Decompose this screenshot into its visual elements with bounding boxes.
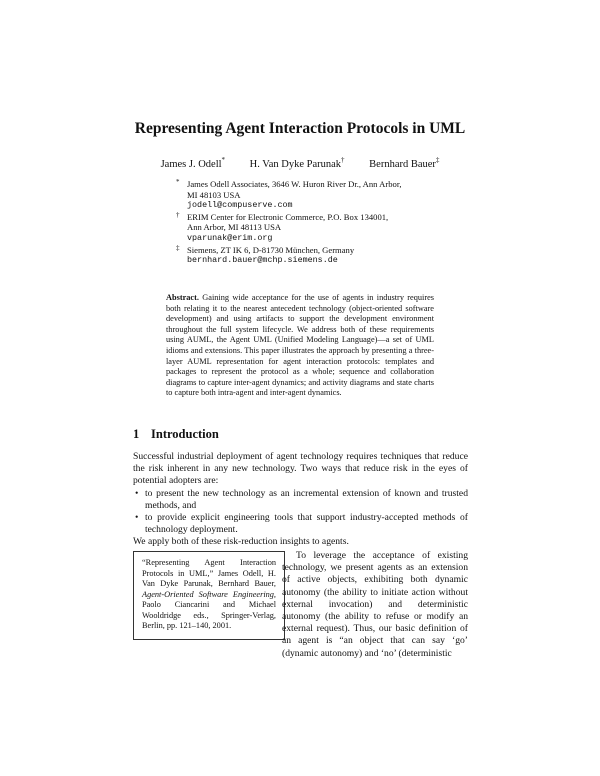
- abstract-label: Abstract.: [166, 293, 199, 302]
- citation-book-title: Agent-Oriented Software Engineering,: [142, 589, 276, 599]
- author-mark: *: [221, 156, 226, 164]
- affiliation-mark: ‡: [176, 243, 180, 252]
- email-link[interactable]: jodell@compuserve.com: [187, 200, 293, 211]
- section-heading: [133, 427, 219, 442]
- abstract: [166, 293, 434, 399]
- affiliation-line: MI 48103 USA: [187, 189, 241, 200]
- author-parunak: H. Van Dyke Parunak†: [249, 156, 345, 170]
- body-paragraph: To leverage the acceptance of existing technology, we present agents as an extension of active objects, exhibiting both dynamic autonomy (the ability to initiate action without external invocation) and deterministic autonomy (the ability to refuse or modify an external request). Thus, our basic definition of an agent is “an object that can say ‘go’ (dynamic autonomy) and ‘no’ (deterministic: [282, 550, 468, 659]
- affiliation-parunak: [176, 212, 436, 244]
- affiliation-line: ERIM Center for Electronic Commerce, P.O. Box 134001,: [187, 211, 389, 222]
- bullet-icon: •: [135, 487, 139, 499]
- author-bauer: Bernhard Bauer‡: [369, 156, 440, 170]
- intro-paragraph: Successful industrial deployment of agent technology requires techniques that reduce the risk inherent in any new technology. Two ways that reduce risk in the eyes of potential adopters are:: [133, 451, 468, 487]
- list-item: • to provide explicit engineering tools that support industry-accepted methods of technology deployment.: [135, 512, 468, 536]
- email-link[interactable]: vparunak@erim.org: [187, 232, 273, 243]
- author-list: [0, 156, 600, 170]
- author-mark: ‡: [435, 156, 440, 164]
- section-title: Introduction: [151, 427, 219, 441]
- intro-paragraph: We apply both of these risk-reduction insights to agents.: [133, 536, 349, 548]
- section-number: 1: [133, 427, 140, 441]
- abstract-text: Gaining wide acceptance for the use of agents in industry requires both relating it to the nearest antecedent technology (object-oriented software development) and using artifacts to support the development environment throughout the full system lifecycle. We address both of these requirements using AUML, the Agent UML (Unified Modeling Language)—a set of UML idioms and extensions. This paper illustrates the approach by presenting a three-layer AUML representation for agent interaction protocols: templates and packages to represent the protocol as a whole; sequence and collaboration diagrams to capture inter-agent dynamics; and activity diagrams and state charts to capture both intra-agent and inter-agent dynamics.: [166, 293, 434, 398]
- affiliation-mark: †: [176, 210, 180, 219]
- affiliation-odell: [176, 179, 436, 211]
- affiliation-line: Siemens, ZT IK 6, D-81730 München, Germany: [187, 244, 355, 255]
- bullet-icon: •: [135, 512, 139, 524]
- affiliation-list: [176, 179, 436, 267]
- affiliation-line: James Odell Associates, 3646 W. Huron River Dr., Ann Arbor,: [187, 179, 402, 189]
- affiliation-mark: *: [176, 178, 180, 186]
- list-item: • to present the new technology as an incremental extension of known and trusted methods, and: [135, 487, 468, 511]
- paper-title: Representing Agent Interaction Protocols in UML: [134, 120, 466, 137]
- affiliation-bauer: [176, 245, 436, 266]
- intro-body: [133, 451, 468, 549]
- author-odell: James J. Odell*: [160, 156, 226, 170]
- affiliation-line: Ann Arbor, MI 48113 USA: [187, 222, 282, 233]
- intro-bullet-list: [133, 488, 468, 537]
- author-mark: †: [341, 156, 345, 164]
- citation-box: “Representing Agent Interaction Protocols in UML,” James Odell, H. Van Dyke Parunak, Bernhard Bauer, Agent-Oriented Software Engineering, Paolo Ciancarini and Michael Wooldridge eds., Springer-Verlag, Berlin, pp. 121–140, 2001.: [133, 551, 285, 640]
- email-link[interactable]: bernhard.bauer@mchp.siemens.de: [187, 255, 338, 266]
